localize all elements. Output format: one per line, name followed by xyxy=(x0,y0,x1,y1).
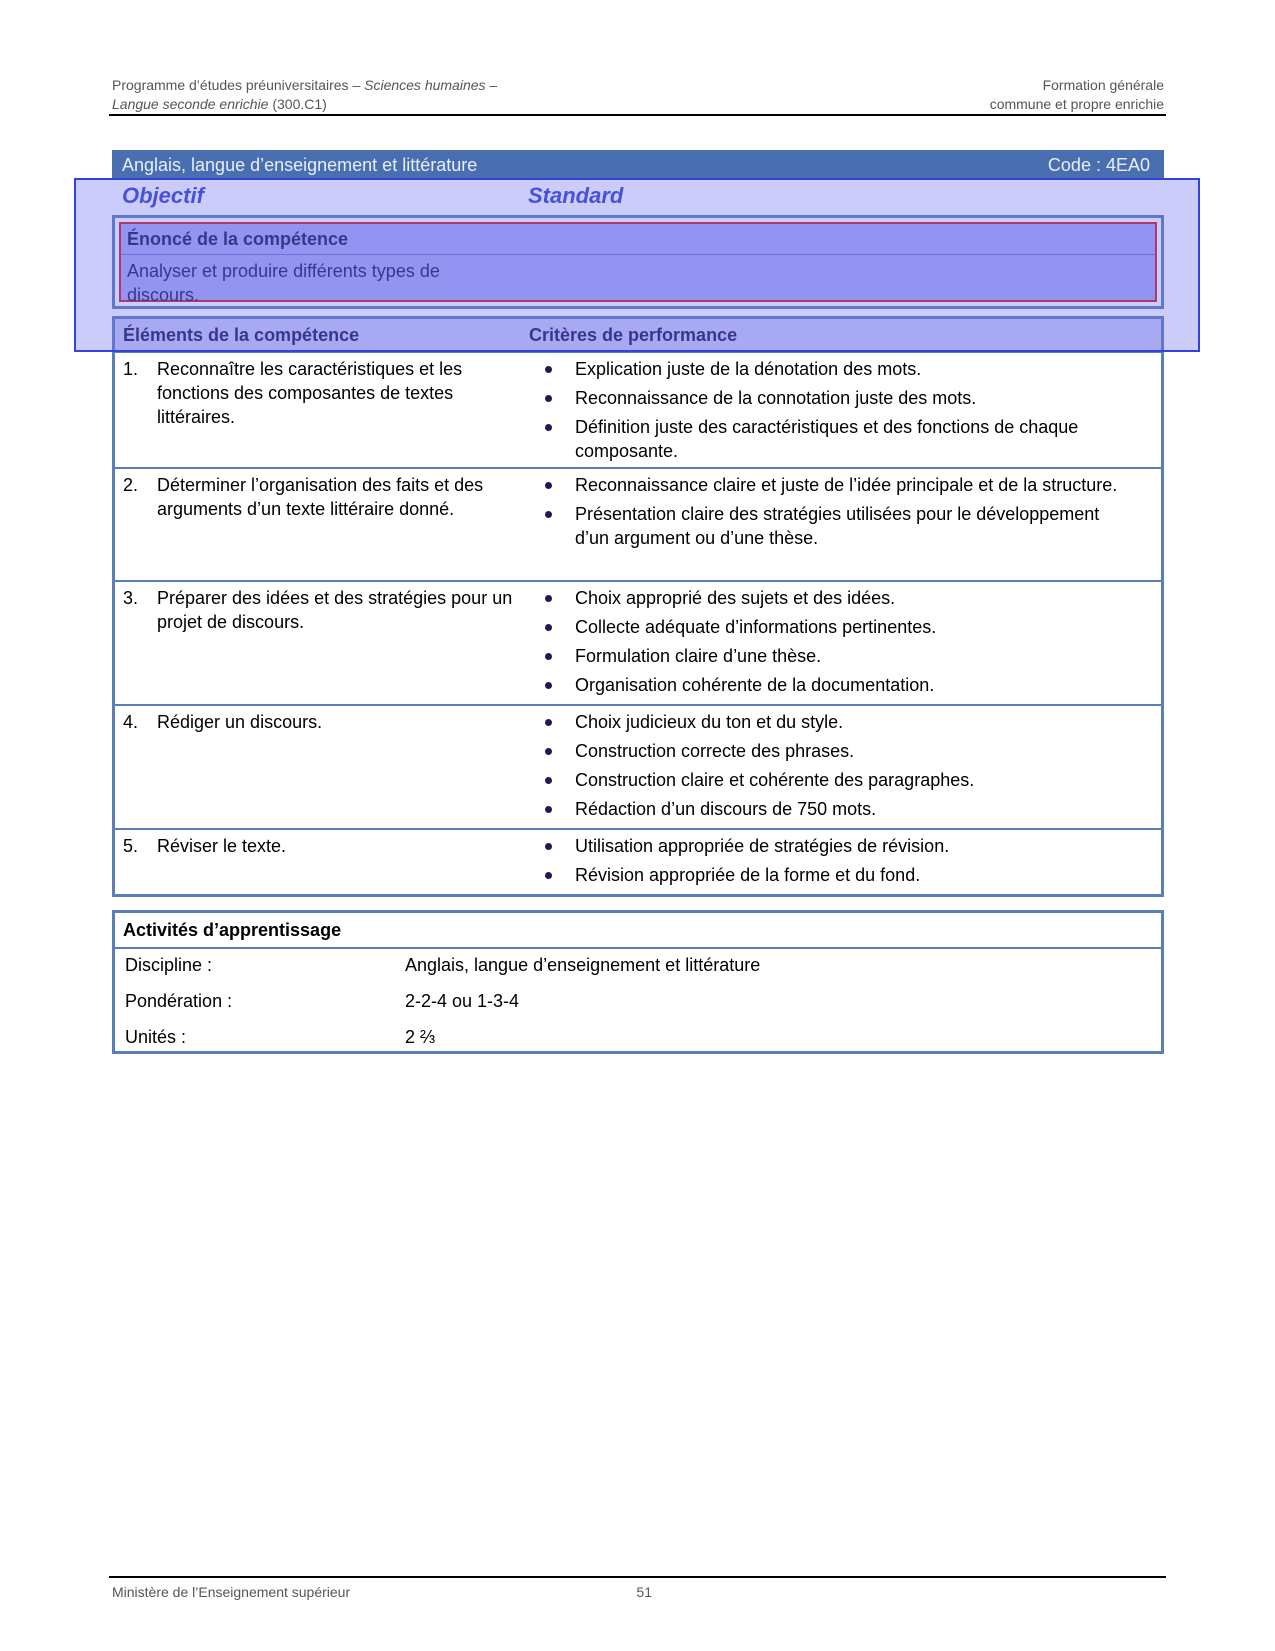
element-number: 5. xyxy=(123,836,139,856)
element-text: Déterminer l’organisation des faits et des arguments d’un texte littéraire donné. xyxy=(157,475,484,519)
criterion-item: Présentation claire des stratégies utilisées pour le développement d’un argument ou d’une thèse. xyxy=(543,502,1133,550)
col-elements-heading: Éléments de la compétence xyxy=(123,325,360,345)
criterion-item: Rédaction d’un discours de 750 mots. xyxy=(543,797,1133,821)
bullet-icon xyxy=(545,872,552,879)
objectif-label: Objectif xyxy=(122,183,204,208)
course-subject: Anglais, langue d’enseignement et littérature xyxy=(122,154,478,175)
enonce-selection xyxy=(119,222,1157,305)
criterion-item: Reconnaissance de la connotation juste des mots. xyxy=(543,386,1133,410)
bullet-icon xyxy=(545,511,552,518)
header-commune: commune et propre enrichie xyxy=(989,96,1164,112)
activity-row xyxy=(115,949,1161,985)
activity-label: Unités : xyxy=(125,1027,187,1047)
criterion-item: Formulation claire d’une thèse. xyxy=(543,644,1133,668)
criterion-item: Choix judicieux du ton et du style. xyxy=(543,710,1133,734)
enonce-box xyxy=(112,215,1164,309)
activity-row xyxy=(115,985,1161,1021)
bullet-icon xyxy=(545,682,552,689)
activites-box xyxy=(112,910,1164,1054)
course-code: Code : 4EA0 xyxy=(1047,154,1150,175)
bullet-icon xyxy=(545,653,552,660)
bullet-icon xyxy=(545,424,552,431)
element-cell xyxy=(123,357,513,429)
bullet-icon xyxy=(545,366,552,373)
header-formation: Formation générale xyxy=(1042,77,1164,93)
element-cell xyxy=(123,473,513,521)
criteria-list xyxy=(543,357,1133,468)
enonce-text: Analyser et produire différents types de discours. xyxy=(127,261,440,305)
footer-rule xyxy=(109,1576,1166,1578)
page-header xyxy=(112,76,1164,114)
table-row xyxy=(115,830,1161,894)
table-row xyxy=(115,469,1161,582)
table-row xyxy=(115,353,1161,469)
bullet-icon xyxy=(545,719,552,726)
objectif-standard-row xyxy=(112,183,1164,213)
element-number: 4. xyxy=(123,712,139,732)
element-cell xyxy=(123,710,513,734)
bullet-icon xyxy=(545,748,552,755)
criterion-item: Utilisation appropriée de stratégies de révision. xyxy=(543,834,1133,858)
criterion-item: Reconnaissance claire et juste de l’idée principale et de la structure. xyxy=(543,473,1133,497)
bullet-icon xyxy=(545,777,552,784)
element-number: 1. xyxy=(123,359,139,379)
activity-label: Discipline : xyxy=(125,955,213,975)
criteria-list xyxy=(543,586,1133,702)
activity-value: Anglais, langue d’enseignement et littérature xyxy=(405,955,761,975)
course-title-bar xyxy=(112,150,1164,180)
element-number: 3. xyxy=(123,588,139,608)
activity-value: 2-2-4 ou 1-3-4 xyxy=(405,991,520,1011)
header-langue: Langue seconde enrichie (300.C1) xyxy=(112,96,327,112)
element-cell xyxy=(123,586,513,634)
bullet-icon xyxy=(545,624,552,631)
criterion-item: Explication juste de la dénotation des mots. xyxy=(543,357,1133,381)
bullet-icon xyxy=(545,843,552,850)
element-cell xyxy=(123,834,513,858)
element-text: Préparer des idées et des stratégies pour un projet de discours. xyxy=(157,588,513,632)
criteria-list xyxy=(543,834,1133,892)
criterion-item: Révision appropriée de la forme et du fond. xyxy=(543,863,1133,887)
col-criteres-heading: Critères de performance xyxy=(529,325,738,345)
table-row xyxy=(115,582,1161,706)
activity-row xyxy=(115,1021,1161,1057)
competence-table-header xyxy=(115,319,1161,353)
page-footer xyxy=(112,1584,652,1600)
header-rule xyxy=(109,114,1166,116)
bullet-icon xyxy=(545,395,552,402)
criterion-item: Choix approprié des sujets et des idées. xyxy=(543,586,1133,610)
criterion-item: Organisation cohérente de la documentation. xyxy=(543,673,1133,697)
page-number: 51 xyxy=(636,1584,652,1600)
criterion-item: Construction correcte des phrases. xyxy=(543,739,1133,763)
activites-title: Activités d’apprentissage xyxy=(115,913,1161,949)
element-text: Rédiger un discours. xyxy=(157,712,323,732)
element-text: Réviser le texte. xyxy=(157,836,287,856)
standard-label: Standard xyxy=(528,183,624,208)
footer-ministry: Ministère de l’Enseignement supérieur xyxy=(112,1584,351,1600)
competence-table xyxy=(112,316,1164,897)
activity-value: 2 ⅔ xyxy=(405,1027,436,1047)
bullet-icon xyxy=(545,482,552,489)
header-program: Programme d’études préuniversitaires – Sciences humaines – xyxy=(112,77,498,93)
activity-label: Pondération : xyxy=(125,991,233,1011)
criterion-item: Définition juste des caractéristiques et des fonctions de chaque composante. xyxy=(543,415,1133,463)
criterion-item: Construction claire et cohérente des paragraphes. xyxy=(543,768,1133,792)
element-text: Reconnaître les caractéristiques et les fonctions des composantes de textes littéraires. xyxy=(157,359,463,427)
enonce-title: Énoncé de la compétence xyxy=(121,224,1155,255)
table-row xyxy=(115,706,1161,830)
element-number: 2. xyxy=(123,475,139,495)
criterion-item: Collecte adéquate d’informations pertinentes. xyxy=(543,615,1133,639)
criteria-list xyxy=(543,710,1133,826)
criteria-list xyxy=(543,473,1133,555)
bullet-icon xyxy=(545,806,552,813)
bullet-icon xyxy=(545,595,552,602)
